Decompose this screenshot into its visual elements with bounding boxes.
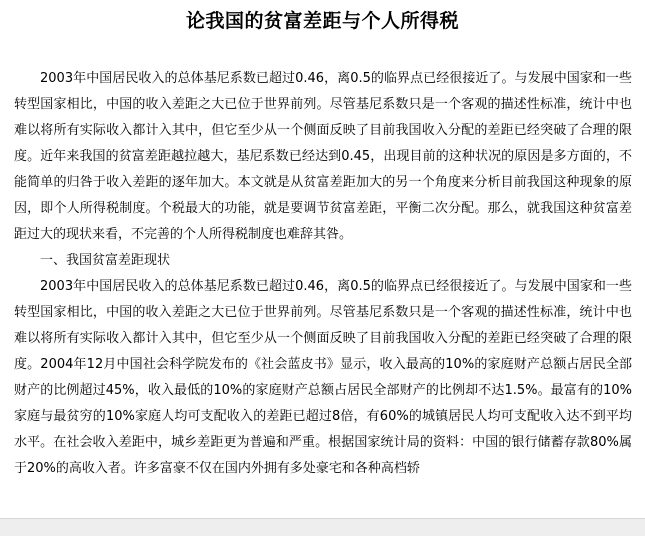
- intro-paragraph: 2003年中国居民收入的总体基尼系数已超过0.46，离0.5的临界点已经很接近了。与发展中国家和一些转型国家相比，中国的收入差距之大已位于世界前列。尽管基尼系数只是一个客观的描述性标准，统计中也难以将所有实际收入都计入其中，但它至少从一个侧面反映了目前我国收入分配的差距已经突破了合理的限度。近年来我国的贫富差距越拉越大，基尼系数已经达到0.45，出现目前的这种状况的原因是多方面的，不能简单的归咎于收入差距的逐年加大。本文就是从贫富差距加大的另一个角度来分析目前我国这种现象的原因，即个人所得税制度。个税最大的功能，就是要调节贫富差距，平衡二次分配。那么，就我国这种贫富差距过大的现状来看，不完善的个人所得税制度也难辞其咎。: [14, 71, 632, 242]
- section-paragraph: 2003年中国居民收入的总体基尼系数已超过0.46，离0.5的临界点已经很接近了。与发展中国家和一些转型国家相比，中国的收入差距之大已位于世界前列。尽管基尼系数只是一个客观的描述性标准，统计中也难以将所有实际收入都计入其中，但它至少从一个侧面反映了目前我国收入分配的差距已经突破了合理的限度。2004年12月中国社会科学院发布的《社会蓝皮书》显示，收入最高的10%的家庭财产总额占居民全部财产的比例超过45%，收入最低的10%的家庭财产总额占居民全部财产的比例却不达1.5%。最富有的10%家庭与最贫穷的10%家庭人均可支配收入的差距已超过8倍，有60%的城镇居民人均可支配收入达不到平均水平。在社会收入差距中，城乡差距更为普遍和严重。根据国家统计局的资料：中国的银行储蓄存款80%属于20%的高收入者。许多富豪不仅在国内外拥有多处豪宅和各种高档轿: [14, 279, 632, 476]
- document-title: 论我国的贫富差距与个人所得税: [185, 10, 459, 32]
- horizontal-scrollbar-track[interactable]: [0, 518, 645, 536]
- section-heading: 一、我国贫富差距现状: [40, 253, 171, 268]
- document-body: [14, 66, 632, 482]
